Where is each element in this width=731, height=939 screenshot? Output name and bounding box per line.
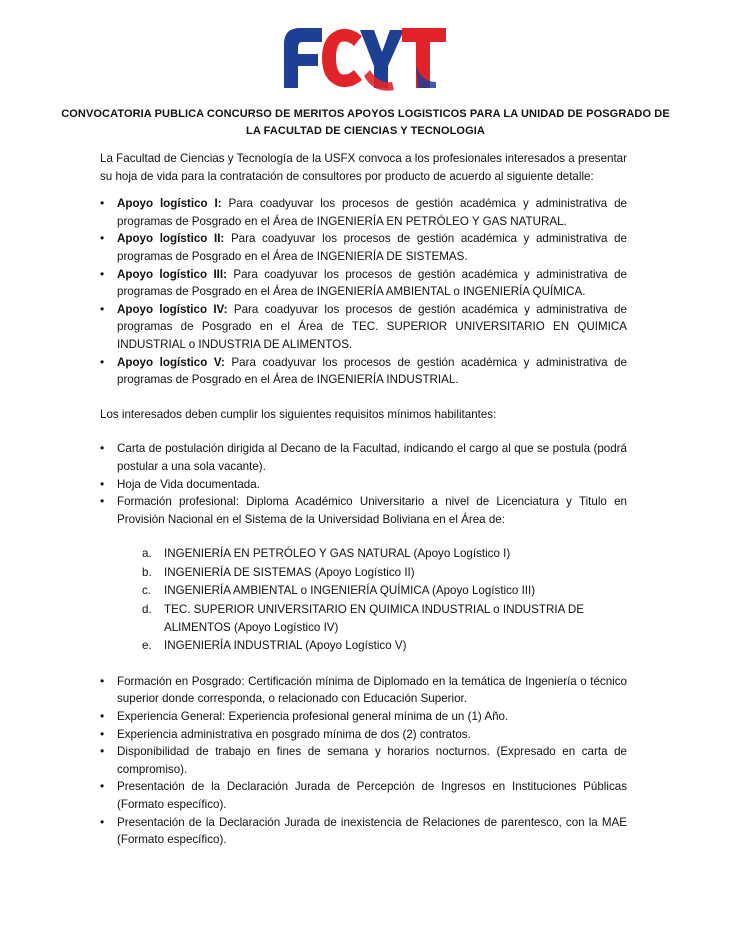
area-text: INGENIERÍA EN PETRÓLEO Y GAS NATURAL (Apoyo Logístico I) [164, 547, 511, 561]
apoyo-item [100, 195, 627, 230]
area-marker: c. [142, 584, 152, 598]
area-text: INGENIERÍA INDUSTRIAL (Apoyo Logístico V) [164, 639, 407, 653]
apoyos-list [100, 195, 627, 389]
area-item [142, 601, 627, 636]
apoyo-text: Para coadyuvar los procesos de gestión académica y administrativa de programas de Posgrado en el Área de INGENIERÍA EN PETRÓLEO Y GAS NATURAL. [117, 197, 627, 228]
area-marker: b. [142, 565, 152, 579]
apoyo-item [100, 354, 627, 389]
document-body [100, 150, 627, 849]
apoyo-label: Apoyo logístico III: [117, 267, 227, 281]
requisitos-intro: Los interesados deben cumplir los siguientes requisitos mínimos habilitantes: [100, 407, 497, 421]
fcyt-logo [278, 22, 448, 92]
apoyo-label: Apoyo logístico V: [117, 355, 225, 369]
intro-paragraph: La Facultad de Ciencias y Tecnología de la USFX convoca a los profesionales interesados a presentar su hoja de vida para la contratación de consultores por producto de acuerdo al siguiente detalle: [100, 152, 627, 183]
requisito-item: • Presentación de la Declaración Jurada de Percepción de Ingresos en Instituciones Públicas (Formato específico). [100, 778, 627, 813]
apoyo-label: Apoyo logístico IV: [117, 302, 228, 316]
area-marker: d. [142, 603, 152, 617]
area-marker: e. [142, 639, 152, 653]
apoyo-label: Apoyo logístico II: [117, 232, 225, 246]
fcyt-logo-graphic [278, 22, 448, 92]
apoyo-text: Para coadyuvar los procesos de gestión académica y administrativa de programas de Posgrado en el Área de TEC. SUPERIOR UNIVERSITARIO EN QUIMICA INDUSTRIAL o INDUSTRIA DE ALIMENTOS. [117, 302, 627, 351]
apoyo-text: Para coadyuvar los procesos de gestión académica y administrativa de programas de Posgrado en el Área de INGENIERÍA INDUSTRIAL. [117, 355, 627, 387]
apoyo-text: Para coadyuvar los procesos de gestión académica y administrativa de programas de Posgrado en el Área de INGENIERÍA AMBIENTAL o INGENIERÍA QUÍMICA. [117, 267, 627, 299]
area-text: TEC. SUPERIOR UNIVERSITARIO EN QUIMICA INDUSTRIAL o INDUSTRIA DE ALIMENTOS (Apoyo Logístico IV) [164, 603, 585, 634]
apoyo-label: Apoyo logístico I: [117, 197, 222, 211]
apoyo-item [100, 230, 627, 265]
apoyo-text: Para coadyuvar los procesos de gestión académica y administrativa de programas de Posgrado en el Área de INGENIERÍA DE SISTEMAS. [117, 232, 627, 263]
area-text: INGENIERÍA AMBIENTAL o INGENIERÍA QUÍMICA (Apoyo Logístico III) [164, 584, 536, 598]
requisito-item: • Carta de postulación dirigida al Decano de la Facultad, indicando el cargo al que se postula (podrá postular a una sola vacante). [100, 440, 627, 475]
area-marker: a. [142, 547, 152, 561]
apoyo-item [100, 301, 627, 354]
requisitos-list-b [100, 673, 627, 849]
area-text: INGENIERÍA DE SISTEMAS (Apoyo Logístico II) [164, 565, 415, 579]
area-item [142, 582, 627, 600]
requisito-item: • Formación en Posgrado: Certificación mínima de Diplomado en la temática de Ingeniería o técnico superior donde corresponda, o relacionado con Educación Superior. [100, 673, 627, 708]
area-item [142, 545, 627, 563]
requisito-item: • Experiencia administrativa en posgrado mínima de dos (2) contratos. [100, 726, 627, 744]
requisito-item: • Experiencia General: Experiencia profesional general mínima de un (1) Año. [100, 708, 627, 726]
apoyo-item [100, 266, 627, 301]
requisitos-list-a [100, 440, 627, 528]
document-title: CONVOCATORIA PUBLICA CONCURSO DE MERITOS APOYOS LOGISTICOS PARA LA UNIDAD DE POSGRADO DE LA FACULTAD DE CIENCIAS Y TECNOLOGIA [61, 108, 670, 137]
requisito-item: • Formación profesional: Diploma Académico Universitario a nivel de Licenciatura y Titulo en Provisión Nacional en el Sistema de la Universidad Boliviana en el Área de: [100, 493, 627, 528]
areas-list [100, 545, 627, 655]
requisito-item: • Presentación de la Declaración Jurada de inexistencia de Relaciones de parentesco, con la MAE (Formato específico). [100, 814, 627, 849]
requisito-item: • Disponibilidad de trabajo en fines de semana y horarios nocturnos. (Expresado en carta de compromiso). [100, 743, 627, 778]
requisito-item: • Hoja de Vida documentada. [100, 476, 627, 494]
area-item [142, 637, 627, 655]
area-item [142, 564, 627, 582]
